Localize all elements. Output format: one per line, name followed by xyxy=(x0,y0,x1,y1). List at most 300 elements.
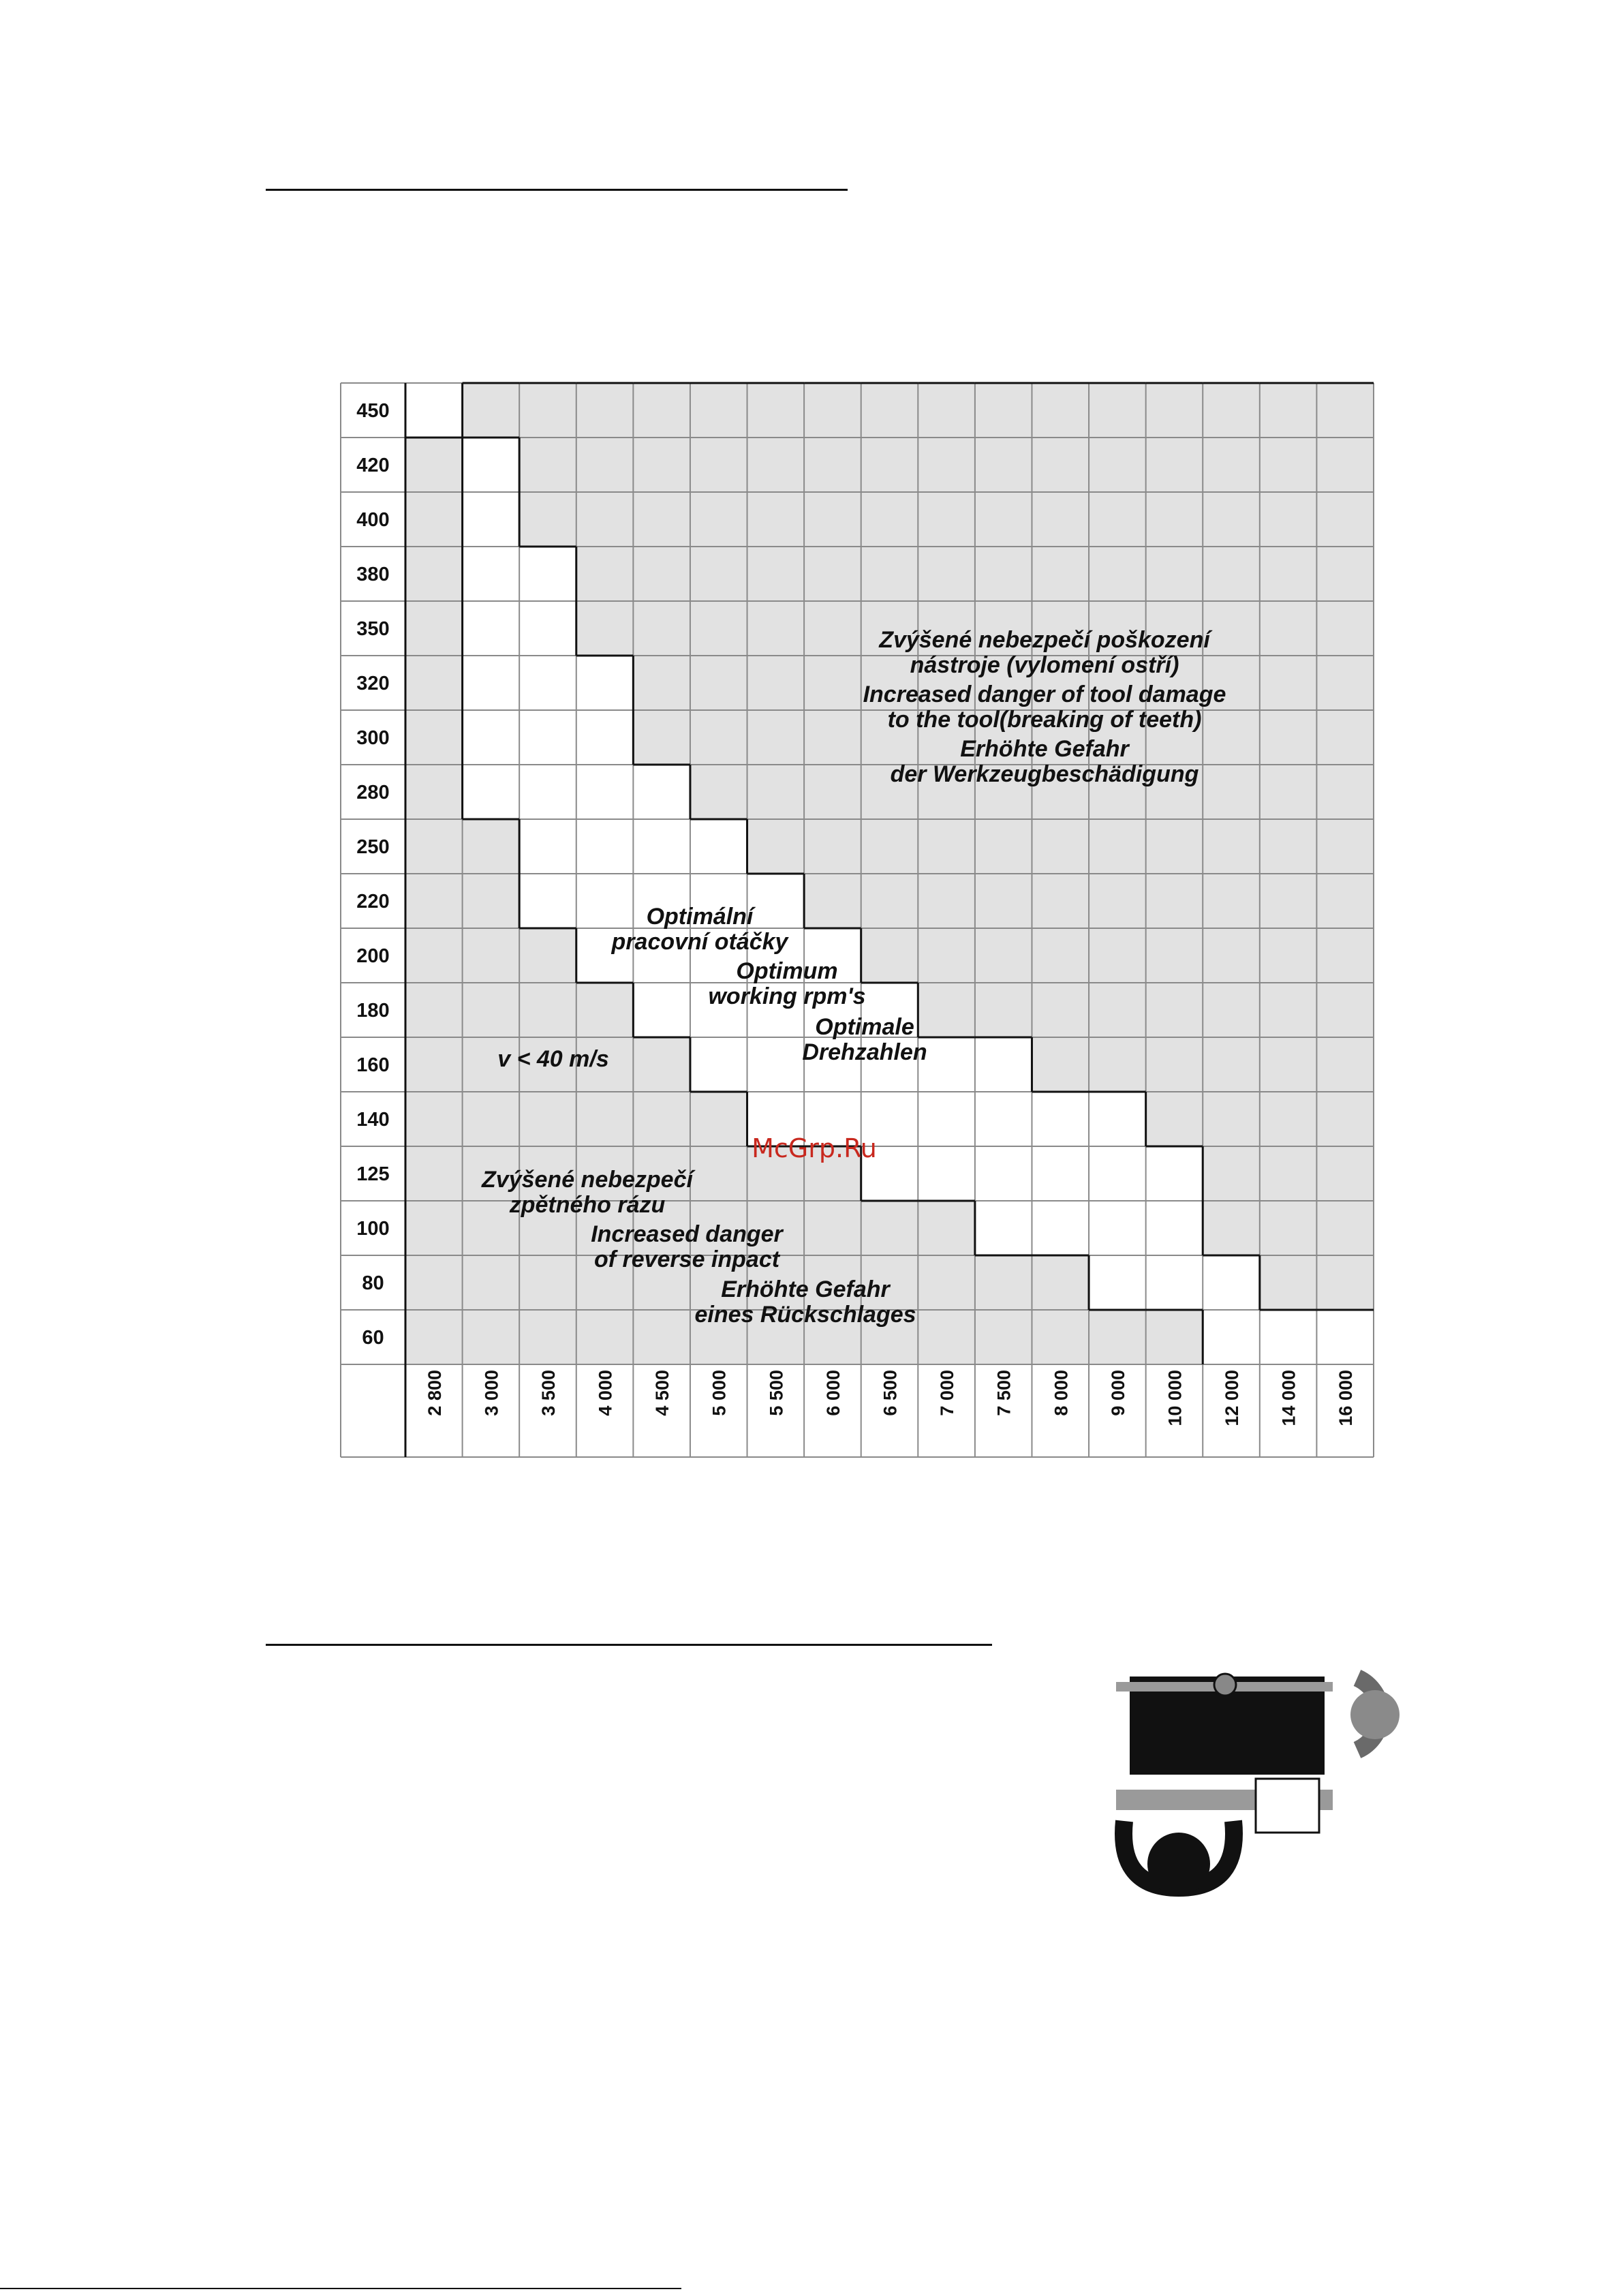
danger-cell xyxy=(1146,928,1203,983)
danger-cell xyxy=(633,1092,690,1146)
danger-cell xyxy=(576,601,634,656)
danger-cell xyxy=(861,928,918,983)
danger-cell xyxy=(1089,438,1146,492)
danger-cell xyxy=(690,1146,747,1201)
optimal-cell xyxy=(1203,1255,1260,1310)
danger-cell xyxy=(1316,547,1374,601)
optimal-cell xyxy=(463,765,520,819)
danger-cell xyxy=(1032,383,1089,438)
optimal-cell xyxy=(576,819,634,874)
x-tick-label: 14 000 xyxy=(1278,1370,1299,1426)
danger-cell xyxy=(804,765,861,819)
optimal-cell xyxy=(918,1092,975,1146)
danger-cell xyxy=(519,1310,576,1364)
optimal-cell xyxy=(519,656,576,710)
optimal-cell xyxy=(519,710,576,765)
danger-cell xyxy=(519,1092,576,1146)
danger-cell xyxy=(1316,438,1374,492)
danger-cell xyxy=(463,874,520,928)
danger-cell xyxy=(1260,1255,1317,1310)
danger-cell xyxy=(463,383,520,438)
optimal-cell xyxy=(633,983,690,1037)
lower-zone-line-4: of reverse inpact xyxy=(593,1246,780,1272)
danger-cell xyxy=(405,765,463,819)
optimal-cell xyxy=(1089,1146,1146,1201)
danger-cell xyxy=(1316,765,1374,819)
optimal-cell xyxy=(405,383,463,438)
danger-cell xyxy=(918,438,975,492)
danger-cell xyxy=(1260,601,1317,656)
optimal-line-1: Optimální xyxy=(646,904,754,930)
optimal-cell xyxy=(519,547,576,601)
danger-cell xyxy=(1032,874,1089,928)
danger-cell xyxy=(519,383,576,438)
optimal-cell xyxy=(463,492,520,547)
y-tick-label: 280 xyxy=(356,782,390,803)
optimal-cell xyxy=(747,874,805,928)
danger-cell xyxy=(405,928,463,983)
danger-cell xyxy=(804,710,861,765)
danger-cell xyxy=(1316,492,1374,547)
danger-cell xyxy=(1316,601,1374,656)
y-tick-label: 220 xyxy=(356,891,390,913)
y-tick-label: 100 xyxy=(356,1218,390,1240)
danger-cell xyxy=(1032,438,1089,492)
danger-cell xyxy=(804,1201,861,1255)
danger-cell xyxy=(690,547,747,601)
x-tick-label: 10 000 xyxy=(1164,1370,1186,1426)
optimal-cell xyxy=(1089,1201,1146,1255)
upper-zone-line-5: Erhöhte Gefahr xyxy=(960,736,1129,762)
x-tick-label: 12 000 xyxy=(1222,1370,1243,1426)
x-tick-label: 16 000 xyxy=(1335,1370,1357,1426)
danger-cell xyxy=(747,492,805,547)
danger-cell xyxy=(804,656,861,710)
danger-cell xyxy=(405,819,463,874)
x-tick-label: 2 800 xyxy=(424,1370,445,1416)
watermark-text: McGrp.Ru xyxy=(752,1133,877,1163)
danger-cell xyxy=(690,383,747,438)
danger-cell xyxy=(576,547,634,601)
danger-cell xyxy=(1089,983,1146,1037)
danger-cell xyxy=(1032,1310,1089,1364)
y-tick-label: 380 xyxy=(356,564,390,585)
danger-cell xyxy=(1316,383,1374,438)
x-tick-label: 3 000 xyxy=(481,1370,502,1416)
y-tick-label: 140 xyxy=(356,1109,390,1131)
danger-cell xyxy=(1146,1037,1203,1092)
danger-cell xyxy=(576,438,634,492)
danger-cell xyxy=(1260,928,1317,983)
optimal-line-6: Drehzahlen xyxy=(802,1039,927,1065)
danger-cell xyxy=(1146,1310,1203,1364)
optimal-line-5: Optimale xyxy=(815,1014,914,1040)
optimal-cell xyxy=(975,1146,1032,1201)
danger-cell xyxy=(463,1255,520,1310)
danger-cell xyxy=(861,874,918,928)
danger-cell xyxy=(1260,1092,1317,1146)
side-operator-head-icon xyxy=(1350,1690,1400,1739)
danger-cell xyxy=(633,601,690,656)
danger-cell xyxy=(1089,874,1146,928)
x-tick-label: 6 000 xyxy=(822,1370,844,1416)
danger-cell xyxy=(918,1310,975,1364)
danger-cell xyxy=(747,656,805,710)
danger-cell xyxy=(405,1310,463,1364)
danger-cell xyxy=(1260,1037,1317,1092)
optimal-cell xyxy=(1032,1146,1089,1201)
danger-cell xyxy=(1032,1037,1089,1092)
optimal-cell xyxy=(747,1037,805,1092)
danger-cell xyxy=(918,819,975,874)
danger-cell xyxy=(918,983,975,1037)
danger-cell xyxy=(1203,438,1260,492)
upper-zone-label xyxy=(863,627,1226,787)
danger-cell xyxy=(1146,874,1203,928)
danger-cell xyxy=(1316,1037,1374,1092)
danger-cell xyxy=(1203,1146,1260,1201)
danger-cell xyxy=(1316,710,1374,765)
danger-cell xyxy=(975,983,1032,1037)
optimal-cell xyxy=(1032,1092,1089,1146)
danger-cell xyxy=(690,492,747,547)
optimal-cell xyxy=(576,874,634,928)
y-tick-label: 300 xyxy=(356,727,390,749)
danger-cell xyxy=(1146,547,1203,601)
danger-cell xyxy=(747,710,805,765)
danger-cell xyxy=(576,1092,634,1146)
danger-cell xyxy=(690,1092,747,1146)
danger-cell xyxy=(747,383,805,438)
danger-cell xyxy=(1203,383,1260,438)
y-tick-label: 60 xyxy=(362,1327,384,1349)
danger-cell xyxy=(633,1037,690,1092)
danger-cell xyxy=(918,874,975,928)
danger-cell xyxy=(633,710,690,765)
danger-cell xyxy=(1260,1201,1317,1255)
danger-cell xyxy=(405,656,463,710)
danger-cell xyxy=(1260,765,1317,819)
upper-zone-line-6: der Werkzeugbeschädigung xyxy=(890,761,1199,787)
danger-cell xyxy=(463,1310,520,1364)
danger-cell xyxy=(861,1201,918,1255)
danger-cell xyxy=(918,928,975,983)
danger-cell xyxy=(576,383,634,438)
danger-cell xyxy=(747,601,805,656)
danger-cell xyxy=(405,547,463,601)
danger-cell xyxy=(633,1310,690,1364)
danger-cell xyxy=(975,819,1032,874)
y-tick-label: 80 xyxy=(362,1272,384,1294)
x-axis-labels xyxy=(424,1370,1356,1426)
danger-cell xyxy=(633,383,690,438)
danger-cell xyxy=(690,765,747,819)
danger-cell xyxy=(1260,438,1317,492)
danger-cell xyxy=(1260,547,1317,601)
x-tick-label: 4 000 xyxy=(595,1370,616,1416)
optimal-cell xyxy=(463,710,520,765)
danger-cell xyxy=(747,438,805,492)
optimal-cell xyxy=(1203,1310,1260,1364)
danger-cell xyxy=(804,819,861,874)
optimal-cell xyxy=(1316,1310,1374,1364)
danger-cell xyxy=(747,819,805,874)
danger-cell xyxy=(1316,656,1374,710)
danger-cell xyxy=(975,438,1032,492)
danger-cell xyxy=(1032,492,1089,547)
optimal-cell xyxy=(519,765,576,819)
optimal-cell xyxy=(519,874,576,928)
danger-cell xyxy=(1146,383,1203,438)
danger-cell xyxy=(804,492,861,547)
danger-cell xyxy=(405,1037,463,1092)
danger-cell xyxy=(861,438,918,492)
danger-cell xyxy=(1316,1146,1374,1201)
danger-cell xyxy=(1146,983,1203,1037)
optimal-cell xyxy=(463,656,520,710)
danger-cell xyxy=(405,438,463,492)
danger-cell xyxy=(463,819,520,874)
danger-cell xyxy=(405,874,463,928)
speed-limit-label: v < 40 m/s xyxy=(497,1046,609,1072)
lower-zone-line-6: eines Rückschlages xyxy=(694,1302,916,1328)
bottom-section-rule xyxy=(0,2288,681,2289)
danger-cell xyxy=(861,383,918,438)
danger-cell xyxy=(1203,601,1260,656)
optimal-cell xyxy=(975,1037,1032,1092)
danger-cell xyxy=(405,983,463,1037)
danger-cell xyxy=(1203,1037,1260,1092)
optimal-cell xyxy=(519,601,576,656)
danger-cell xyxy=(804,547,861,601)
danger-cell xyxy=(1260,710,1317,765)
danger-cell xyxy=(861,492,918,547)
optimal-cell xyxy=(633,819,690,874)
danger-cell xyxy=(918,1255,975,1310)
optimal-cell xyxy=(1260,1310,1317,1364)
danger-cell xyxy=(1203,819,1260,874)
saw-blade-pivot-icon xyxy=(1214,1674,1236,1696)
danger-cell xyxy=(405,492,463,547)
y-tick-label: 450 xyxy=(356,400,390,422)
lower-zone-line-3: Increased danger xyxy=(591,1221,783,1247)
x-tick-label: 7 000 xyxy=(937,1370,958,1416)
danger-cell xyxy=(519,928,576,983)
danger-cell xyxy=(804,874,861,928)
optimal-line-3: Optimum xyxy=(736,958,838,984)
optimal-cell xyxy=(576,710,634,765)
danger-cell xyxy=(975,874,1032,928)
upper-zone-line-4: to the tool(breaking of teeth) xyxy=(887,707,1202,733)
optimal-cell xyxy=(1089,1255,1146,1310)
danger-cell xyxy=(861,547,918,601)
front-operator-head-icon xyxy=(1147,1833,1210,1895)
danger-cell xyxy=(1089,1310,1146,1364)
danger-cell xyxy=(1260,492,1317,547)
danger-cell xyxy=(1089,928,1146,983)
danger-cell xyxy=(405,1201,463,1255)
optimal-cell xyxy=(519,819,576,874)
lower-zone-line-5: Erhöhte Gefahr xyxy=(721,1276,890,1302)
danger-cell xyxy=(1146,492,1203,547)
danger-cell xyxy=(804,438,861,492)
danger-cell xyxy=(1316,819,1374,874)
feed-block-icon xyxy=(1256,1779,1319,1833)
danger-cell xyxy=(1316,983,1374,1037)
x-tick-label: 8 000 xyxy=(1051,1370,1072,1416)
upper-zone-line-2: nástroje (vylomení ostří) xyxy=(910,652,1179,678)
danger-cell xyxy=(1032,547,1089,601)
optimal-cell xyxy=(690,1037,747,1092)
danger-cell xyxy=(1260,983,1317,1037)
danger-cell xyxy=(1203,765,1260,819)
y-tick-label: 125 xyxy=(356,1163,390,1185)
optimal-cell xyxy=(633,765,690,819)
danger-cell xyxy=(1260,819,1317,874)
danger-cell xyxy=(1203,874,1260,928)
x-tick-label: 6 500 xyxy=(880,1370,901,1416)
danger-cell xyxy=(918,492,975,547)
danger-cell xyxy=(1316,874,1374,928)
optimal-cell xyxy=(463,601,520,656)
optimal-cell xyxy=(690,819,747,874)
x-tick-label: 5 000 xyxy=(709,1370,730,1416)
y-tick-label: 160 xyxy=(356,1054,390,1076)
optimal-cell xyxy=(576,765,634,819)
danger-cell xyxy=(463,928,520,983)
optimal-line-4: working rpm's xyxy=(708,983,866,1009)
danger-cell xyxy=(1203,547,1260,601)
danger-cell xyxy=(1203,492,1260,547)
danger-cell xyxy=(1316,1201,1374,1255)
x-tick-label: 7 500 xyxy=(993,1370,1015,1416)
danger-cell xyxy=(975,547,1032,601)
operator-position-icon xyxy=(1104,1663,1424,1901)
danger-cell xyxy=(519,983,576,1037)
danger-cell xyxy=(1089,492,1146,547)
danger-cell xyxy=(1032,819,1089,874)
optimal-cell xyxy=(1032,1201,1089,1255)
lower-zone-line-2: zpětného rázu xyxy=(509,1192,666,1218)
upper-zone-line-3: Increased danger of tool damage xyxy=(863,682,1226,707)
danger-cell xyxy=(918,1201,975,1255)
danger-cell xyxy=(1032,928,1089,983)
danger-cell xyxy=(463,983,520,1037)
upper-zone-line-1: Zvýšené nebezpečí poškození xyxy=(879,627,1210,653)
danger-cell xyxy=(463,1092,520,1146)
danger-cell xyxy=(1032,983,1089,1037)
optimal-cell xyxy=(975,1092,1032,1146)
y-tick-label: 350 xyxy=(356,618,390,640)
middle-section-rule xyxy=(266,1644,992,1646)
danger-cell xyxy=(918,547,975,601)
danger-cell xyxy=(633,547,690,601)
danger-cell xyxy=(1316,928,1374,983)
y-tick-label: 400 xyxy=(356,509,390,531)
lower-zone-line-1: Zvýšené nebezpečí xyxy=(482,1167,693,1193)
danger-cell xyxy=(405,710,463,765)
danger-cell xyxy=(1203,928,1260,983)
danger-cell xyxy=(633,438,690,492)
danger-cell xyxy=(1203,983,1260,1037)
danger-cell xyxy=(1089,1037,1146,1092)
danger-cell xyxy=(1032,1255,1089,1310)
danger-cell xyxy=(975,1310,1032,1364)
danger-cell xyxy=(1146,819,1203,874)
y-tick-label: 250 xyxy=(356,836,390,858)
danger-cell xyxy=(1260,1146,1317,1201)
optimal-cell xyxy=(1146,1201,1203,1255)
danger-cell xyxy=(519,1255,576,1310)
optimal-cell xyxy=(1146,1255,1203,1310)
danger-cell xyxy=(519,438,576,492)
danger-cell xyxy=(1260,874,1317,928)
danger-cell xyxy=(747,765,805,819)
danger-cell xyxy=(690,601,747,656)
danger-cell xyxy=(1260,383,1317,438)
danger-cell xyxy=(1089,819,1146,874)
optimal-cell xyxy=(918,1146,975,1201)
optimal-cell xyxy=(576,656,634,710)
danger-cell xyxy=(1203,710,1260,765)
danger-cell xyxy=(1316,1255,1374,1310)
x-tick-label: 5 500 xyxy=(766,1370,787,1416)
optimal-cell xyxy=(463,547,520,601)
danger-cell xyxy=(1203,1201,1260,1255)
y-tick-label: 420 xyxy=(356,455,390,476)
optimal-line-2: pracovní otáčky xyxy=(611,929,788,955)
danger-cell xyxy=(1203,1092,1260,1146)
danger-cell xyxy=(405,1146,463,1201)
danger-cell xyxy=(690,438,747,492)
danger-cell xyxy=(633,492,690,547)
danger-cell xyxy=(576,1310,634,1364)
x-tick-label: 4 500 xyxy=(652,1370,673,1416)
danger-cell xyxy=(1146,1092,1203,1146)
danger-cell xyxy=(1316,1092,1374,1146)
danger-cell xyxy=(1089,383,1146,438)
danger-cell xyxy=(690,710,747,765)
danger-cell xyxy=(1260,656,1317,710)
y-tick-label: 320 xyxy=(356,673,390,694)
optimal-cell xyxy=(1089,1092,1146,1146)
danger-cell xyxy=(576,983,634,1037)
danger-cell xyxy=(975,492,1032,547)
x-tick-label: 9 000 xyxy=(1107,1370,1128,1416)
danger-cell xyxy=(975,383,1032,438)
danger-cell xyxy=(576,492,634,547)
optimal-cell xyxy=(463,438,520,492)
danger-cell xyxy=(747,547,805,601)
danger-cell xyxy=(1089,547,1146,601)
danger-cell xyxy=(633,656,690,710)
danger-cell xyxy=(975,1255,1032,1310)
danger-cell xyxy=(690,656,747,710)
y-tick-label: 200 xyxy=(356,945,390,967)
danger-cell xyxy=(975,928,1032,983)
optimal-cell xyxy=(975,1201,1032,1255)
danger-cell xyxy=(405,1255,463,1310)
x-tick-label: 3 500 xyxy=(538,1370,559,1416)
y-tick-label: 180 xyxy=(356,1000,390,1022)
danger-cell xyxy=(519,492,576,547)
danger-cell xyxy=(861,819,918,874)
danger-cell xyxy=(804,601,861,656)
danger-cell xyxy=(405,601,463,656)
danger-cell xyxy=(405,1092,463,1146)
optimal-cell xyxy=(1146,1146,1203,1201)
danger-cell xyxy=(918,383,975,438)
